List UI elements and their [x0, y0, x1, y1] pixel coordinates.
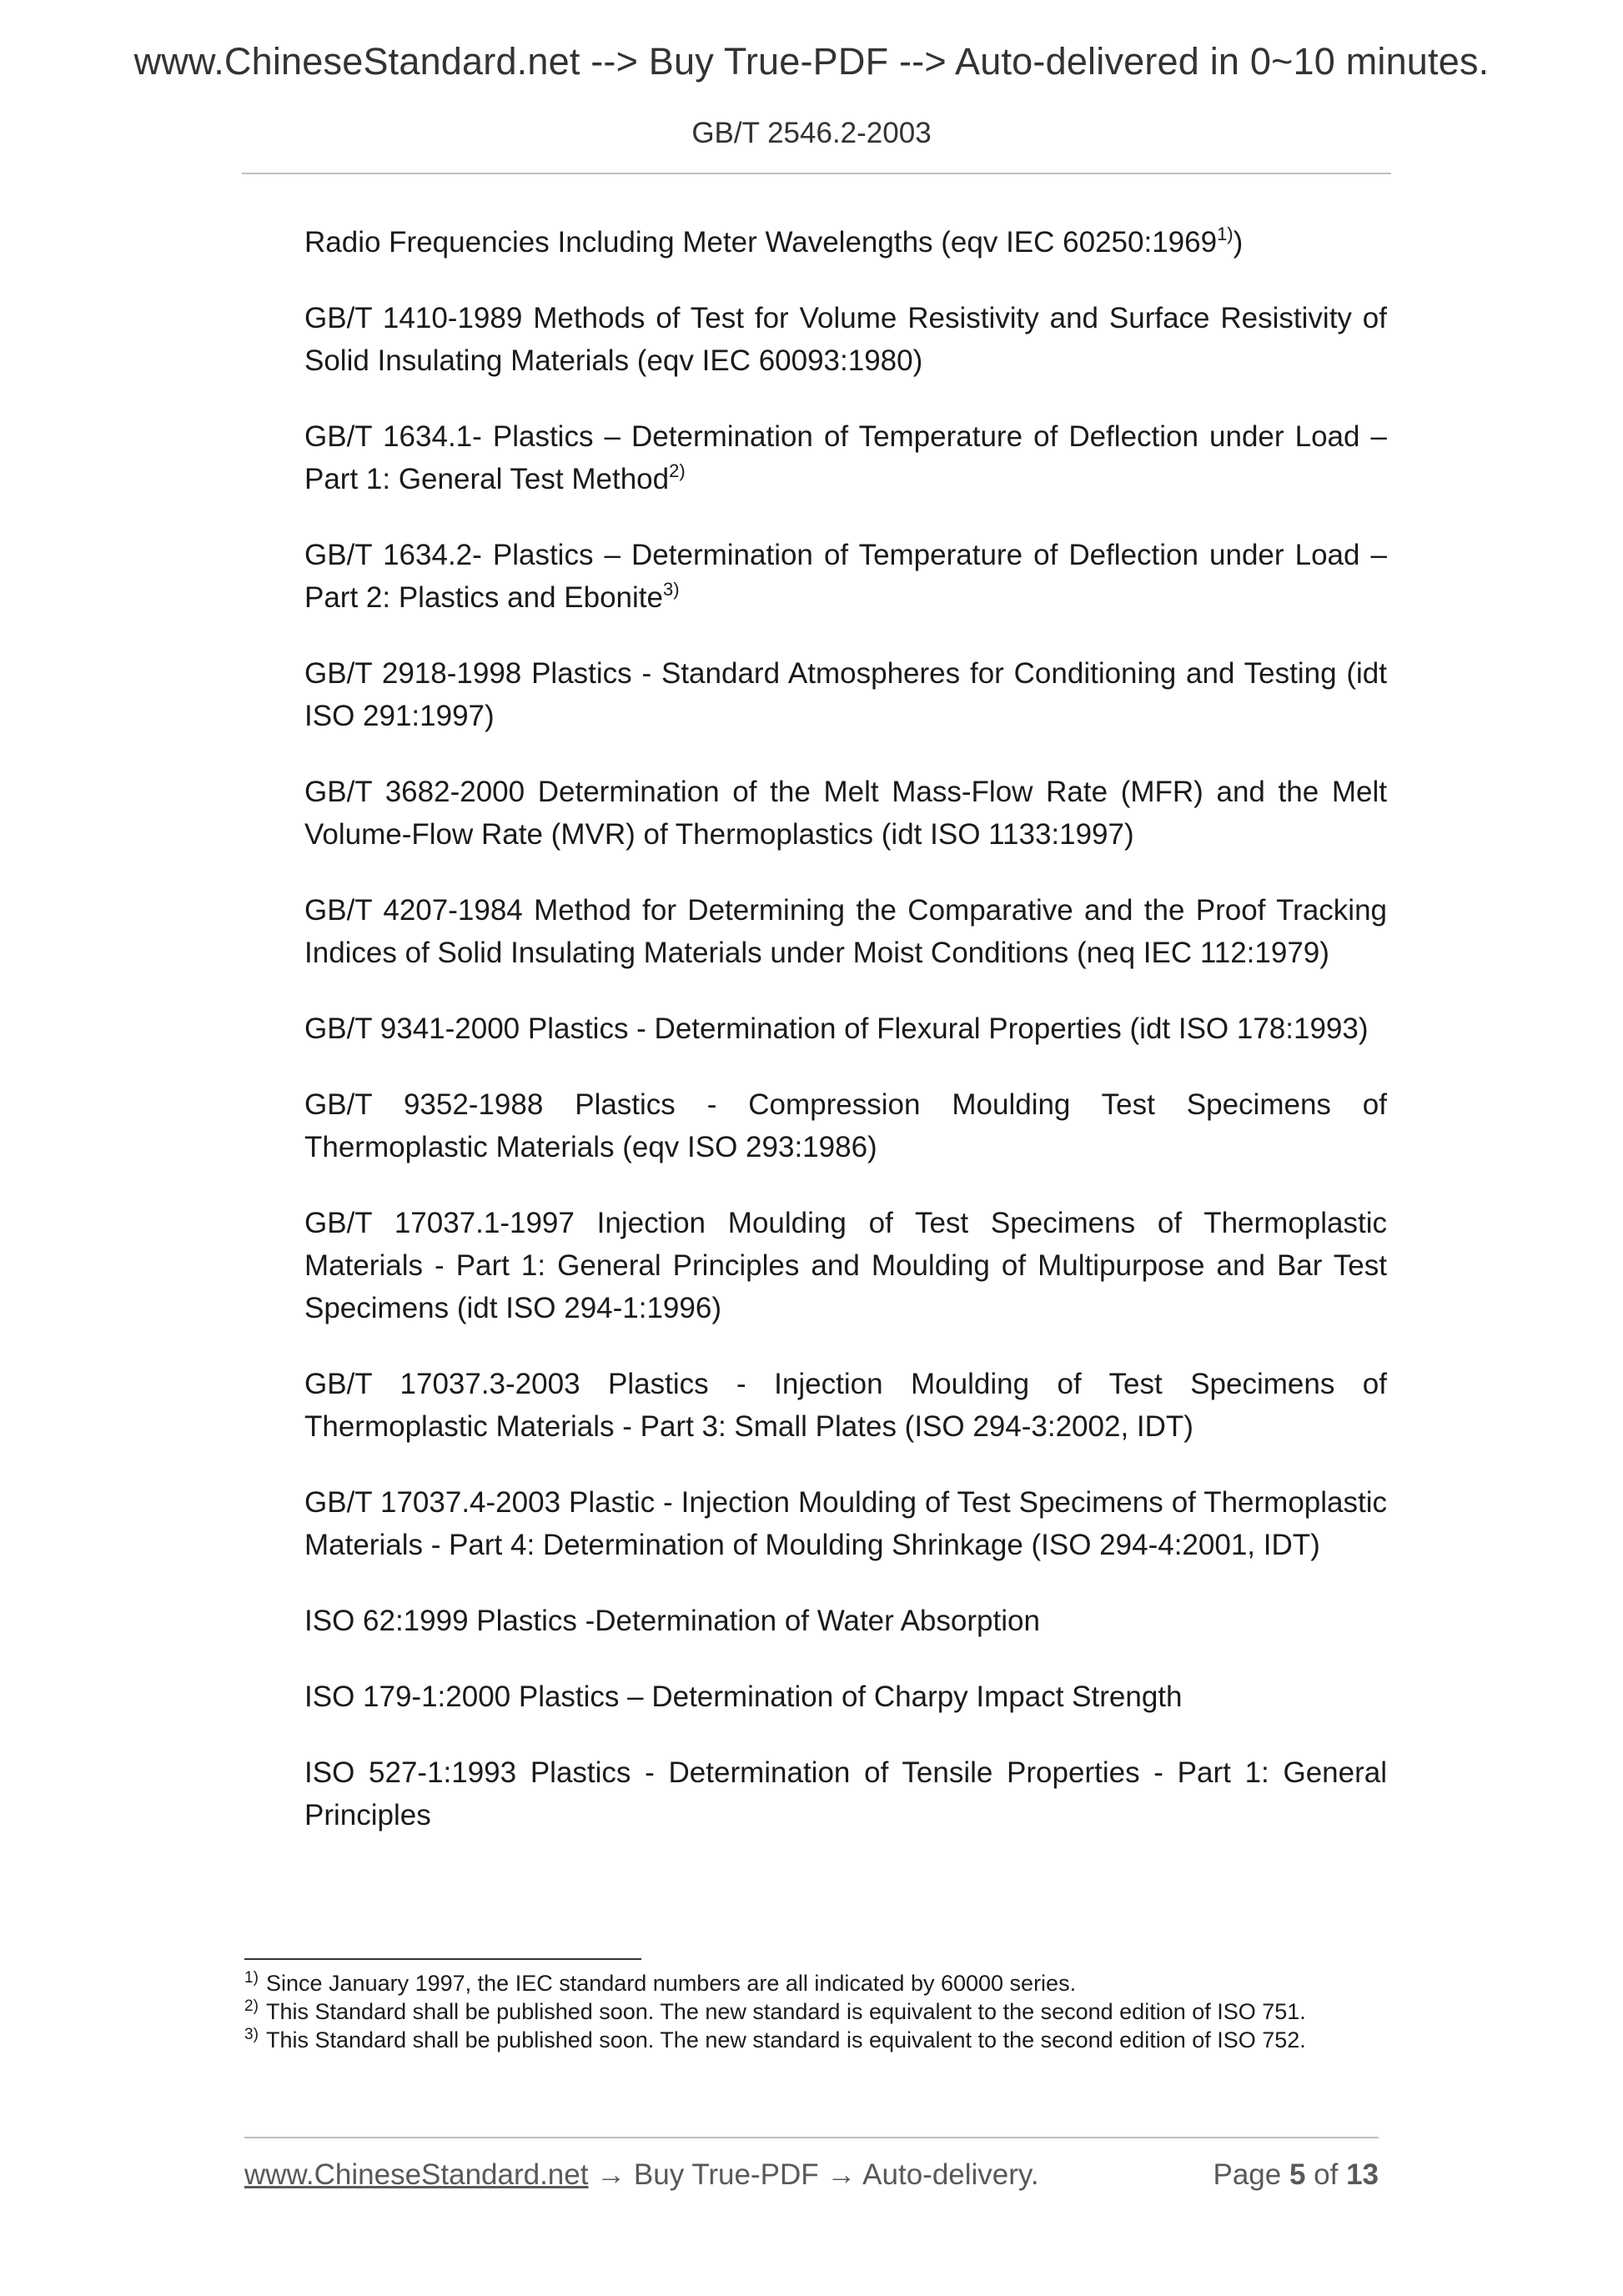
footer-tail: → Buy True-PDF → Auto-delivery.	[588, 2158, 1039, 2191]
footnote-ref[interactable]: 3)	[662, 579, 680, 600]
reference-item: ISO 62:1999 Plastics -Determination of Water Absorption	[304, 1605, 1040, 1637]
reference-item: GB/T 2918-1998 Plastics - Standard Atmospheres for Conditioning and Testing (idt ISO 291:1997)	[304, 657, 1387, 732]
footer-divider	[244, 2137, 1379, 2138]
footnote-mark: 1)	[244, 1969, 259, 1987]
reference-item: GB/T 3682-2000 Determination of the Melt Mass-Flow Rate (MFR) and the Melt Volume-Flow Rate (MVR) of Thermoplastics (idt ISO 1133:1997)	[304, 776, 1387, 851]
header-divider	[242, 173, 1391, 174]
page-footer	[244, 2158, 1379, 2192]
footer-promo	[244, 2158, 1039, 2192]
footnote-item	[244, 1969, 1391, 1997]
footnote-text: Since January 1997, the IEC standard numbers are all indicated by 60000 series.	[266, 1971, 1077, 1996]
footnote-mark: 2)	[244, 1997, 259, 2015]
page-indicator: Page 5 of 13	[1213, 2158, 1379, 2191]
reference-item: GB/T 1634.2- Plastics – Determination of Temperature of Deflection under Load – Part 2: Plastics and Ebonite$^{3)}$	[304, 539, 1387, 614]
footnote-item	[244, 2026, 1391, 2054]
reference-item: GB/T 17037.4-2003 Plastic - Injection Moulding of Test Specimens of Thermoplastic Materials - Part 4: Determination of Moulding Shrinkage (ISO 294-4:2001, IDT)	[304, 1486, 1387, 1561]
footnote-separator	[244, 1958, 641, 1960]
footnote-text: This Standard shall be published soon. The new standard is equivalent to the second edition of ISO 751.	[266, 1999, 1306, 2024]
total-pages: 13	[1346, 2158, 1379, 2191]
footnote-item	[244, 1997, 1391, 2026]
reference-item: GB/T 9352-1988 Plastics - Compression Moulding Test Specimens of Thermoplastic Materials (eqv ISO 293:1986)	[304, 1088, 1387, 1163]
footnote-ref[interactable]: 1)	[1217, 224, 1234, 244]
reference-item: Radio Frequencies Including Meter Wavelengths (eqv IEC 60250:1969$^{1)}$)	[304, 224, 1244, 259]
site-banner: www.ChineseStandard.net --> Buy True-PDF --> Auto-delivered in 0~10 minutes.	[133, 40, 1490, 83]
current-page: 5	[1289, 2158, 1306, 2191]
reference-item: ISO 527-1:1993 Plastics - Determination of Tensile Properties - Part 1: General Principles	[304, 1756, 1387, 1831]
footnote-ref[interactable]: 2)	[669, 460, 686, 481]
reference-item: GB/T 4207-1984 Method for Determining the Comparative and the Proof Tracking Indices of Solid Insulating Materials under Moist Conditions (neq IEC 112:1979)	[304, 894, 1387, 969]
reference-item: GB/T 1410-1989 Methods of Test for Volume Resistivity and Surface Resistivity of Solid Insulating Materials (eqv IEC 60093:1980)	[304, 302, 1387, 377]
reference-item: GB/T 17037.3-2003 Plastics - Injection Moulding of Test Specimens of Thermoplastic Materials - Part 3: Small Plates (ISO 294-3:2002, IDT)	[304, 1368, 1387, 1443]
footnotes	[244, 1969, 1391, 2054]
reference-item: GB/T 9341-2000 Plastics - Determination of Flexural Properties (idt ISO 178:1993)	[304, 1012, 1369, 1045]
reference-item: GB/T 17037.1-1997 Injection Moulding of Test Specimens of Thermoplastic Materials - Part 1: General Principles and Moulding of Multipurpose and Bar Test Specimens (idt ISO 294-1:1996)	[304, 1207, 1387, 1324]
reference-item: ISO 179-1:2000 Plastics – Determination of Charpy Impact Strength	[304, 1681, 1183, 1713]
footnote-mark: 3)	[244, 2026, 259, 2043]
footnote-text: This Standard shall be published soon. The new standard is equivalent to the second edition of ISO 752.	[266, 2027, 1306, 2052]
site-link[interactable]: www.ChineseStandard.net	[244, 2158, 589, 2191]
reference-item: GB/T 1634.1- Plastics – Determination of Temperature of Deflection under Load – Part 1: General Test Method$^{2)}$	[304, 420, 1387, 495]
document-code: GB/T 2546.2-2003	[691, 117, 932, 149]
normative-references-list	[304, 221, 1387, 1870]
